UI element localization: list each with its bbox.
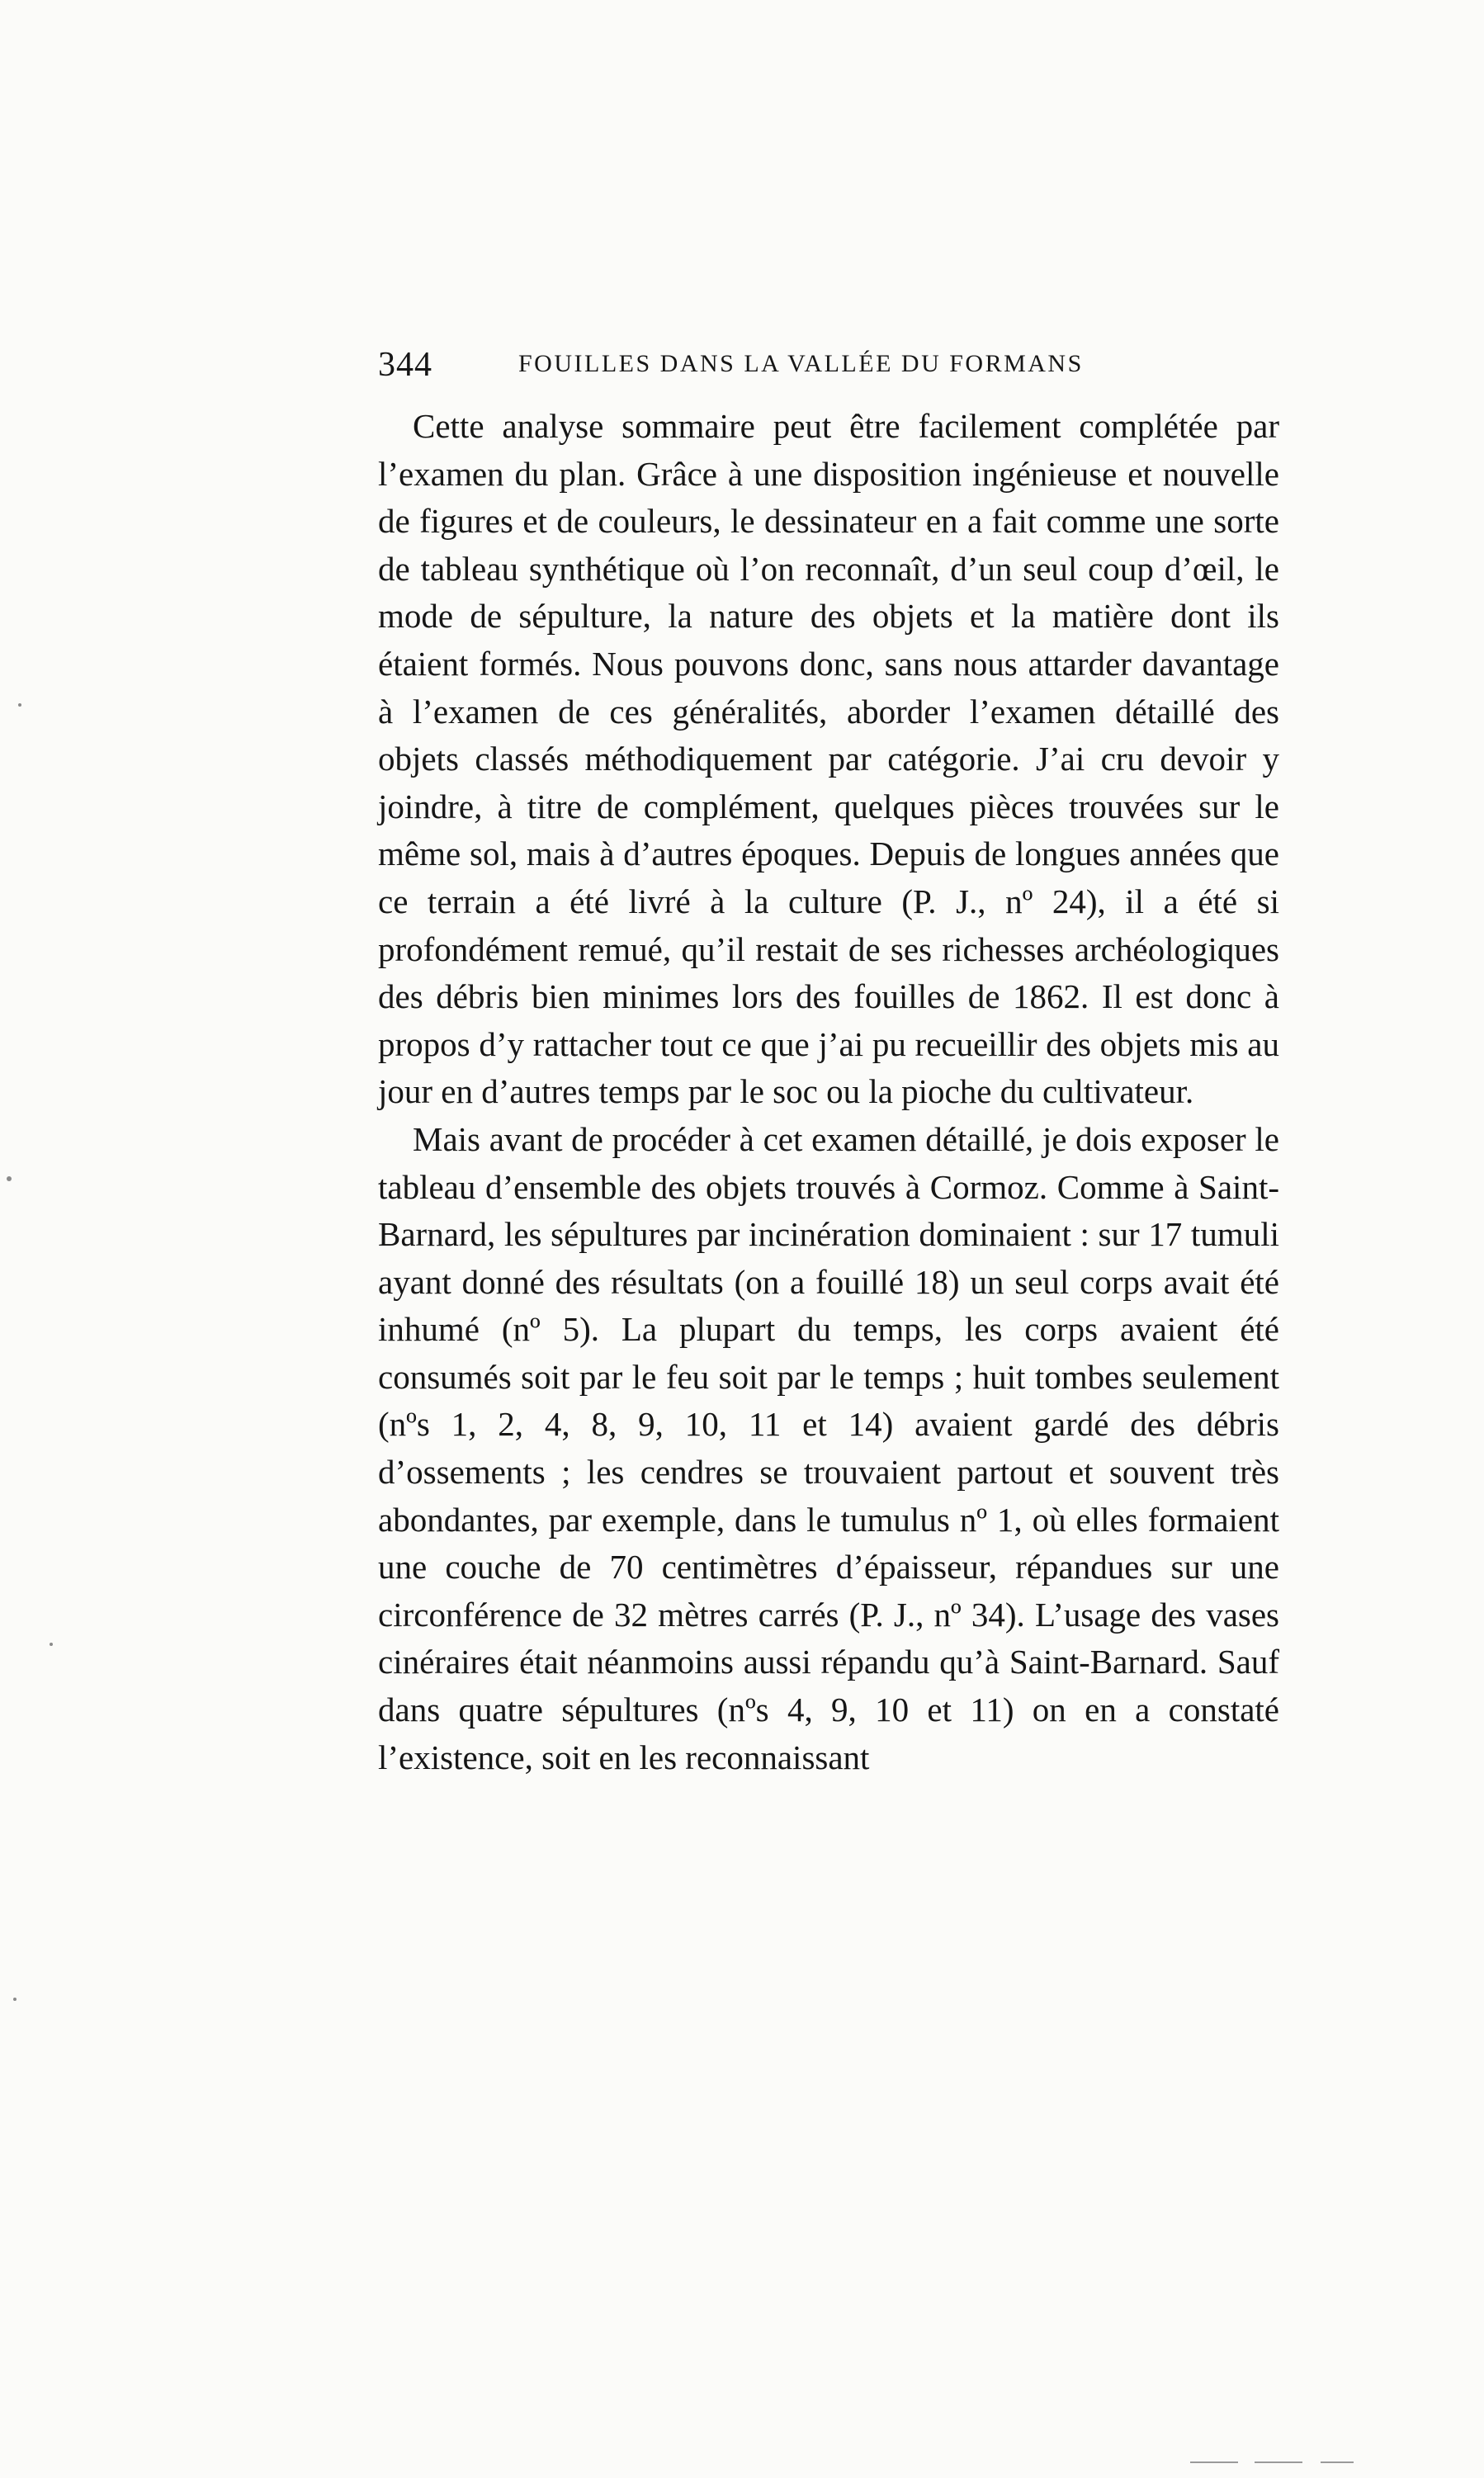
page-number: 344 — [378, 346, 432, 384]
scan-speck — [13, 1998, 17, 2001]
edge-mark — [1190, 2461, 1238, 2463]
body-text — [378, 403, 1279, 1781]
paragraph: Mais avant de procéder à cet examen détaillé, je dois exposer le tableau d’ensemble des objets trouvés à Cormoz. Comme à Saint-Barnard, les sépultures par incinération dominaient : sur 17 tumuli ayant donné des résultats (on a fouillé 18) un seul corps avait été inhumé (nº 5). La plupart du temps, les corps avaient été consumés soit par le feu soit par le temps ; huit tombes seulement (nºs 1, 2, 4, 8, 9, 10, 11 et 14) avaient gardé des débris d’ossements ; les cendres se trouvaient partout et souvent très abondantes, par exemple, dans le tumulus nº 1, où elles formaient une couche de 70 centimètres d’épaisseur, répandues sur une circonférence de 32 mètres carrés (P. J., nº 34). L’usage des vases cinéraires était néanmoins aussi répandu qu’à Saint-Barnard. Sauf dans quatre sépultures (nºs 4, 9, 10 et 11) on en a constaté l’existence, soit en les reconnaissant — [378, 1119, 1279, 1776]
running-title: FOUILLES DANS LA VALLÉE DU FORMANS — [518, 350, 1084, 377]
edge-mark — [1255, 2461, 1302, 2463]
edge-mark — [1321, 2461, 1354, 2463]
paragraph: Cette analyse sommaire peut être facilement complétée par l’examen du plan. Grâce à une disposition ingénieuse et nouvelle de figures et de couleurs, le dessinateur en a fait comme une sorte de tableau synthétique où l’on reconnaît, d’un seul coup d’œil, le mode de sépulture, la nature des objets et la matière dont ils étaient formés. Nous pouvons donc, sans nous attarder davantage à l’examen de ces généralités, aborder l’examen détaillé des objets classés méthodiquement par catégorie. J’ai cru devoir y joindre, à titre de complément, quelques pièces trouvées sur le même sol, mais à d’autres époques. Depuis de longues années que ce terrain a été livré à la culture (P. J., nº 24), il a été si profondément remué, qu’il restait de ses richesses archéologiques des débris bien minimes lors des fouilles de 1862. Il est donc à propos d’y rattacher tout ce que j’ai pu recueillir des objets mis au jour en d’autres temps par le soc ou la pioche du cultivateur. — [378, 407, 1279, 1111]
scan-speck — [50, 1643, 53, 1646]
page-header — [378, 345, 1286, 395]
scan-speck — [7, 1176, 12, 1181]
scan-speck — [18, 703, 21, 707]
